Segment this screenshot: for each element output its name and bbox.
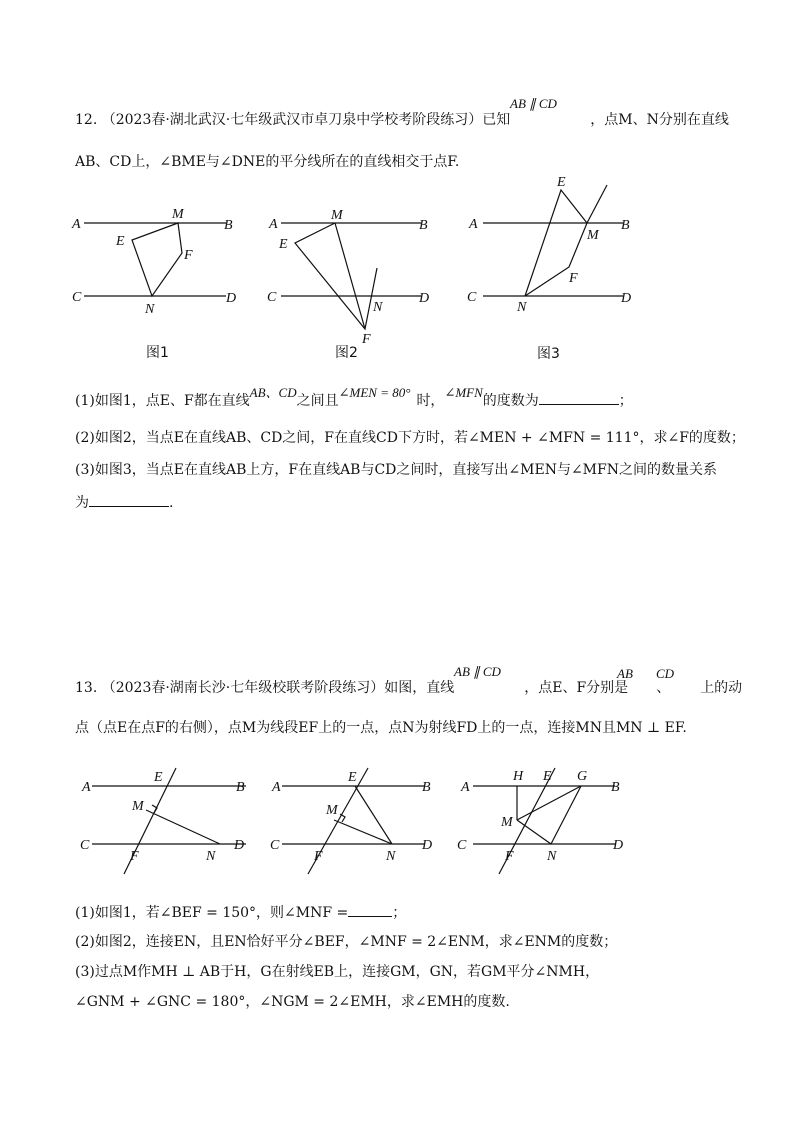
q13-number: 13. [75,680,98,696]
fig3-label-B: B [621,218,630,233]
q13-part1-answer-blank[interactable] [348,902,392,917]
fig3-label-A: A [469,217,478,232]
q12-part1-mid: 之间且 [296,393,339,409]
q13-fig1-label-C: C [80,838,90,853]
q13-fig2-label-F: F [314,849,323,864]
fig3-label-F: F [569,271,578,286]
q12-part3-end: . [169,495,174,511]
q13-fig3-label-G: G [577,769,588,784]
q13-figure-2 [268,760,448,900]
fig1-label-F: F [184,248,193,263]
q13-line1-mid: ，点E、F分别是 [524,680,629,696]
fig3-label-M: M [587,228,599,243]
q13-fig2-label-C: C [270,838,280,853]
q13-line1-tail: 上的动 [700,680,743,696]
q13-sup-ab: AB [617,666,633,681]
q13-part1 [75,902,406,923]
q13-part3a: (3)过点M作MH ⊥ AB于H，G在射线EB上，连接GM，GN，若GM平分∠NMH， [75,964,600,980]
fig1-label-C: C [72,290,82,305]
fig2-label-B: B [419,218,428,233]
q12-part3b [75,492,173,513]
q13-source: （2023春·湖南长沙·七年级校联考阶段练习）如图，直线 [101,680,455,696]
q13-fig1-label-F: F [130,849,139,864]
q13-fig3-label-D: D [613,838,624,853]
q13-fig2-label-N: N [386,849,396,864]
q13-fig1-label-B: B [236,780,245,795]
q13-line1 [75,678,742,698]
fig2-label-M: M [331,208,343,223]
fig2-caption: 图2 [335,345,358,361]
fig1-label-A: A [72,217,81,232]
q12-line2: AB、CD上，∠BME与∠DNE的平分线所在的直线相交于点F. [75,154,460,170]
fig2-label-E: E [279,237,288,252]
q13-fig3-label-F: F [505,849,514,864]
q13-fig2-label-D: D [422,838,433,853]
fig3-label-C: C [467,290,477,305]
q13-fig1-label-N: N [206,849,216,864]
q13-fig1-label-E: E [154,770,163,785]
q12-part1-text: (1)如图1，点E、F都在直线 [75,393,250,409]
q12-part1-end: ； [618,393,633,409]
q12-part3-answer-blank[interactable] [89,492,169,507]
q13-figure-3 [455,760,635,900]
q12-part3b-text: 为 [75,495,89,511]
q12-part1-angle: ∠MEN = 80° [338,385,411,400]
fig3-caption: 图3 [537,346,560,362]
fig2-label-D: D [419,291,430,306]
q13-sup-cd: CD [656,666,675,681]
q12-part1-answer-blank[interactable] [539,390,619,405]
fig3-label-E: E [557,175,566,190]
q13-fig3-label-H: H [513,769,524,784]
q13-part1-end: ； [392,905,407,921]
q12-figure-1 [70,205,270,361]
fig3-label-D: D [621,291,632,306]
q12-line1-tail: ，点M、N分别在直线 [590,112,729,128]
q12-parallel-ab-cd: AB ∥ CD [510,96,557,111]
q13-fig3-label-M: M [501,815,513,830]
q12-part1-lines: AB、CD [249,385,297,400]
fig2-label-C: C [267,290,277,305]
fig2-label-N: N [373,300,383,315]
q12-part1-tail: 的度数为 [482,393,539,409]
q12-part1-mfn: ∠MFN [444,385,483,400]
q12-part2: (2)如图2，当点E在直线AB、CD之间，F在直线CD下方时，若∠MEN + ∠MFN = 111°，求∠F的度数； [75,430,745,446]
q12-figure-3 [465,172,665,362]
q12-line1 [75,110,729,130]
q13-fig1-label-A: A [82,780,91,795]
q13-fig3-label-C: C [457,838,467,853]
q12-part1 [75,385,633,411]
fig1-label-D: D [226,291,237,306]
q13-fig3-label-E: E [543,769,552,784]
q13-fig2-label-E: E [348,770,357,785]
fig1-label-M: M [172,207,184,222]
q13-fig3-label-B: B [611,780,620,795]
q13-parallel-ab-cd: AB ∥ CD [454,664,501,679]
q12-part1-when: 时， [416,393,445,409]
q13-fig1-label-M: M [132,799,144,814]
fig1-label-N: N [145,302,155,317]
q13-part3b: ∠GNM + ∠GNC = 180°，∠NGM = 2∠EMH，求∠EMH的度数. [75,994,510,1010]
q12-source: （2023春·湖北武汉·七年级武汉市卓刀泉中学校考阶段练习）已知 [101,112,511,128]
fig1-label-B: B [224,218,233,233]
q13-sep: 、 [656,680,671,696]
q12-figure-2 [265,205,465,361]
q13-figure-1 [80,760,260,900]
q13-fig1-label-D: D [234,838,245,853]
q13-part1-text: (1)如图1，若∠BEF = 150°，则∠MNF = [75,905,349,921]
fig1-label-E: E [116,234,125,249]
q12-part3a: (3)如图3，当点E在直线AB上方，F在直线AB与CD之间时，直接写出∠MEN与∠MFN之间的数量关系 [75,462,717,478]
q13-part2: (2)如图2，连接EN，且EN恰好平分∠BEF，∠MNF = 2∠ENM，求∠ENM的度数； [75,934,618,950]
q12-number: 12. [75,112,98,128]
fig3-label-N: N [517,300,527,315]
q13-fig2-label-A: A [272,780,281,795]
q13-fig2-label-B: B [422,780,431,795]
q13-fig2-label-M: M [326,803,338,818]
q13-fig3-label-A: A [461,780,470,795]
fig2-label-F: F [362,332,371,347]
q13-line2: 点（点E在点F的右侧），点M为线段EF上的一点，点N为射线FD上的一点，连接MN且MN ⊥ EF. [75,720,687,736]
fig1-caption: 图1 [146,345,169,361]
q13-fig3-label-N: N [547,849,557,864]
fig2-label-A: A [269,217,278,232]
